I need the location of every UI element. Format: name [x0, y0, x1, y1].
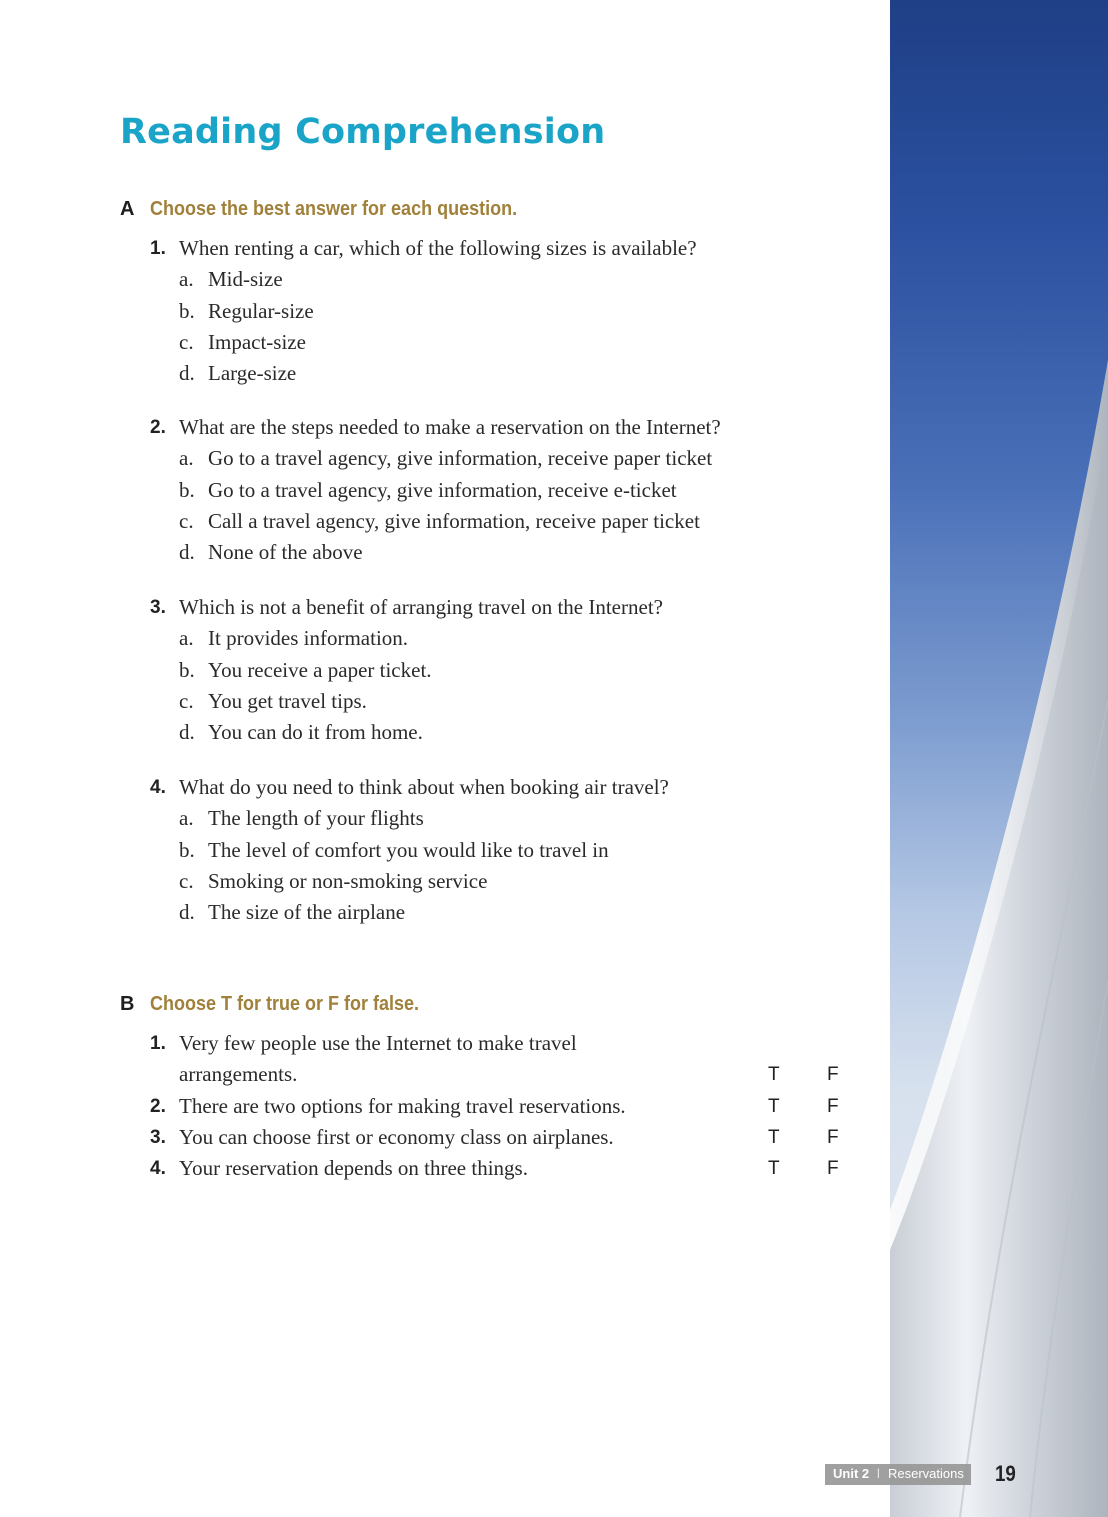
true-false-list	[150, 1028, 850, 1184]
option-letter: c.	[179, 868, 194, 893]
question-number: 3.	[150, 597, 166, 618]
option-text: Impact-size	[208, 329, 306, 354]
item-number: 3.	[150, 1126, 166, 1148]
option-letter: a.	[179, 267, 194, 292]
option-text: You can do it from home.	[208, 720, 423, 745]
tf-item-1-continued	[150, 1059, 850, 1090]
question-text: Which is not a benefit of arranging travel on the Internet?	[179, 595, 663, 619]
unit-separator: |	[877, 1468, 880, 1479]
item-number: 1.	[150, 1033, 166, 1054]
option-text: You get travel tips.	[208, 688, 367, 713]
false-option[interactable]: F	[827, 1064, 839, 1086]
option-text: The level of comfort you would like to travel in	[208, 837, 609, 862]
section-a-instruction: Choose the best answer for each question.	[150, 198, 518, 220]
question-number: 1.	[150, 238, 166, 259]
section-b-instruction: Choose T for true or F for false.	[150, 993, 420, 1015]
option-text: The length of your flights	[208, 806, 424, 831]
section-b-letter: B	[120, 993, 135, 1015]
question-number: 2.	[150, 417, 166, 438]
option-text: You receive a paper ticket.	[208, 657, 432, 682]
option-letter: c.	[179, 508, 194, 533]
tf-item-4	[150, 1153, 850, 1184]
page-number: 19	[995, 1461, 1016, 1486]
item-text: There are two options for making travel reservations.	[179, 1093, 626, 1118]
item-number: 4.	[150, 1158, 166, 1180]
option-letter: a.	[179, 806, 194, 831]
option-letter: b.	[179, 657, 195, 682]
true-option[interactable]: T	[768, 1126, 780, 1148]
question-text: What do you need to think about when booking air travel?	[179, 775, 669, 799]
option-text: Regular-size	[208, 298, 314, 323]
question-number: 4.	[150, 777, 166, 798]
page-title: Reading Comprehension	[120, 112, 606, 152]
false-option[interactable]: F	[827, 1126, 839, 1148]
option-letter: d.	[179, 361, 195, 386]
wing-illustration	[890, 0, 1108, 1517]
option-text: Go to a travel agency, give information, receive paper ticket	[208, 446, 713, 471]
option-letter: c.	[179, 329, 194, 354]
tf-item-2	[150, 1091, 850, 1122]
item-text: arrangements.	[179, 1062, 298, 1087]
true-option[interactable]: T	[768, 1158, 780, 1180]
false-option[interactable]: F	[827, 1158, 839, 1180]
question-text: What are the steps needed to make a reservation on the Internet?	[179, 415, 721, 439]
false-option[interactable]: F	[827, 1095, 839, 1117]
option-letter: a.	[179, 446, 194, 471]
option-letter: d.	[179, 720, 195, 745]
option-letter: c.	[179, 688, 194, 713]
option-text: Mid-size	[208, 267, 283, 292]
section-a-letter: A	[120, 198, 135, 220]
option-letter: a.	[179, 626, 194, 651]
item-number: 2.	[150, 1095, 166, 1117]
option-letter: b.	[179, 837, 195, 862]
unit-label: Unit 2	[833, 1466, 870, 1481]
tf-item-3	[150, 1122, 850, 1153]
item-text: Very few people use the Internet to make travel	[179, 1031, 577, 1055]
true-option[interactable]: T	[768, 1095, 780, 1117]
item-text: Your reservation depends on three things.	[179, 1156, 528, 1181]
option-letter: d.	[179, 540, 195, 565]
option-text: Smoking or non-smoking service	[208, 868, 488, 893]
option-text: Large-size	[208, 361, 297, 386]
option-text: None of the above	[208, 540, 363, 565]
option-text: The size of the airplane	[208, 900, 406, 925]
unit-tab	[825, 1464, 971, 1485]
option-text: Call a travel agency, give information, receive paper ticket	[208, 508, 700, 533]
option-letter: b.	[179, 298, 195, 323]
tf-item-1	[150, 1028, 850, 1059]
option-text: Go to a travel agency, give information, receive e-ticket	[208, 477, 677, 502]
unit-name: Reservations	[888, 1466, 964, 1481]
airplane-wing-photo	[890, 0, 1108, 1517]
option-letter: d.	[179, 900, 195, 925]
option-letter: b.	[179, 477, 195, 502]
true-option[interactable]: T	[768, 1064, 780, 1086]
option-text: It provides information.	[208, 626, 409, 651]
question-text: When renting a car, which of the following sizes is available?	[179, 236, 697, 260]
item-text: You can choose first or economy class on airplanes.	[179, 1124, 614, 1149]
